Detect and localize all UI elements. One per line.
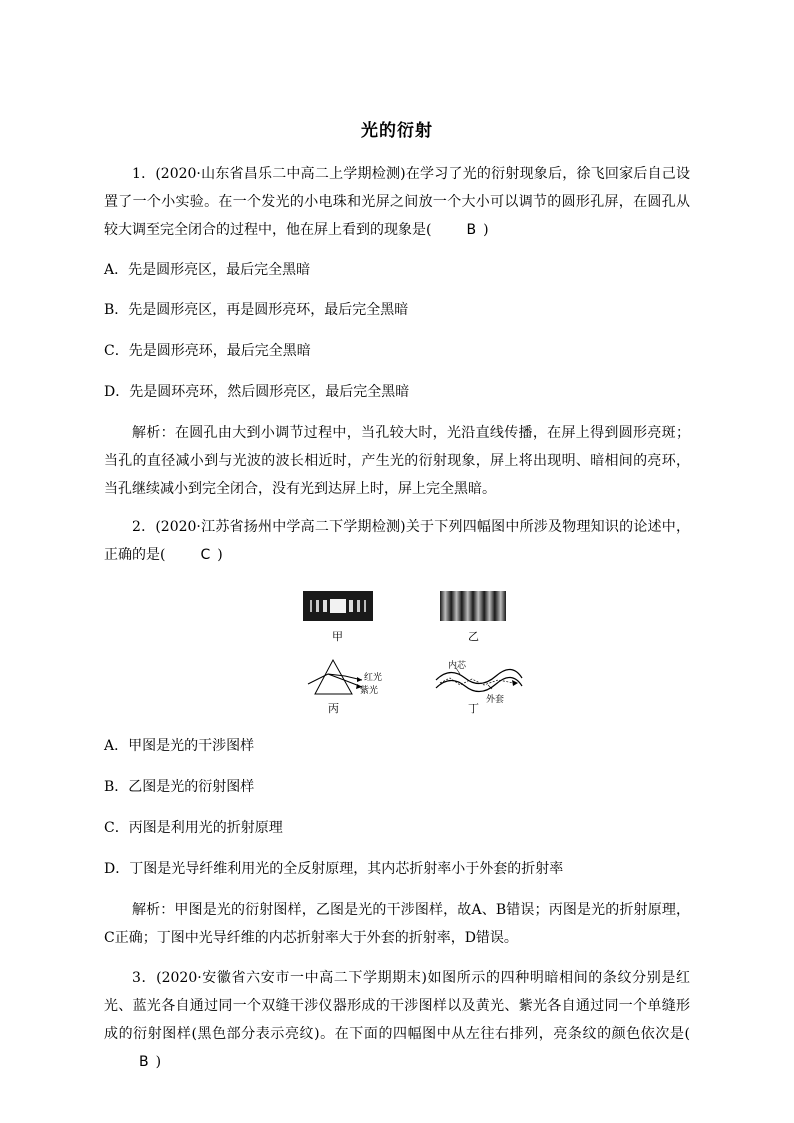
question-3-text: 3．(2020·安徽省六安市一中高二下学期期末)如图所示的四种明暗相间的条纹分别是红光、蓝光各自通过同一个双缝干涉仪器形成的干涉图样以及黄光、紫光各自通过同一个单缝形成的衍射图样(黑色部分表示亮纹)。在下面的四幅图中从左往右排列，亮条纹的颜色依次是( — [104, 970, 690, 1042]
question-3-close: ) — [155, 1054, 162, 1070]
label-jia: 甲 — [332, 630, 343, 643]
question-2-option-d: D．丁图是光导纤维利用光的全反射原理，其内芯折射率小于外套的折射率 — [104, 861, 564, 877]
question-2-option-c: C．丙图是利用光的折射原理 — [104, 820, 283, 836]
question-3-answer: B — [139, 1054, 149, 1070]
question-2-text: 2．(2020·江苏省扬州中学高二下学期检测)关于下列四幅图中所涉及物理知识的论述中，正确的是( — [104, 519, 690, 563]
question-2-close: ) — [217, 547, 223, 563]
question-2-answer: C — [200, 547, 211, 563]
panel-bing-prism-image — [308, 660, 362, 694]
question-1-answer: B — [466, 222, 477, 238]
question-1-close: ) — [483, 222, 489, 238]
question-1-stem — [104, 160, 690, 244]
label-red-light: 红光 — [364, 673, 383, 683]
question-2-analysis: 解析：甲图是光的衍射图样，乙图是光的干涉图样，故A、B错误；丙图是光的折射原理，C正确；丁图中光导纤维的内芯折射率大于外套的折射率，D错误。 — [104, 902, 690, 946]
label-core: 内芯 — [448, 661, 467, 671]
page-title: 光的衍射 — [361, 121, 433, 141]
question-2-option-b: B．乙图是光的衍射图样 — [104, 779, 255, 795]
four-panel-figure — [300, 588, 530, 718]
question-1-option-b: B．先是圆形亮区，再是圆形亮环，最后完全黑暗 — [104, 302, 409, 318]
question-1-option-d: D．先是圆环亮环，然后圆形亮区，最后完全黑暗 — [104, 384, 410, 400]
label-ding: 丁 — [468, 702, 479, 715]
question-2-option-a: A．甲图是光的干涉图样 — [104, 738, 255, 754]
panel-jia-diffraction-image — [303, 591, 373, 621]
label-yi: 乙 — [468, 630, 479, 643]
question-1-text: 1．(2020·山东省昌乐二中高二上学期检测)在学习了光的衍射现象后，徐飞回家后自己设置了一个小实验。在一个发光的小电珠和光屏之间放一个大小可以调节的圆形孔屏，在圆孔从较大调至完全闭合的过程中，他在屏上看到的现象是( — [104, 166, 690, 238]
label-cladding: 外套 — [486, 695, 505, 705]
question-1-option-a: A．先是圆形亮区，最后完全黑暗 — [104, 262, 311, 278]
panel-yi-interference-image — [440, 591, 506, 621]
label-bing: 丙 — [328, 702, 339, 715]
label-violet-light: 紫光 — [360, 686, 379, 696]
question-1-analysis: 解析：在圆孔由大到小调节过程中，当孔较大时，光沿直线传播，在屏上得到圆形亮斑；当孔的直径减小到与光波的波长相近时，产生光的衍射现象，屏上将出现明、暗相间的亮环，当孔继续减小到完全闭合，没有光到达屏上时，屏上完全黑暗。 — [104, 425, 690, 497]
question-2-stem — [104, 513, 690, 569]
question-3-stem — [104, 964, 690, 1076]
panel-ding-fiber-image — [436, 668, 522, 692]
question-1-option-c: C．先是圆形亮环，最后完全黑暗 — [104, 343, 311, 359]
